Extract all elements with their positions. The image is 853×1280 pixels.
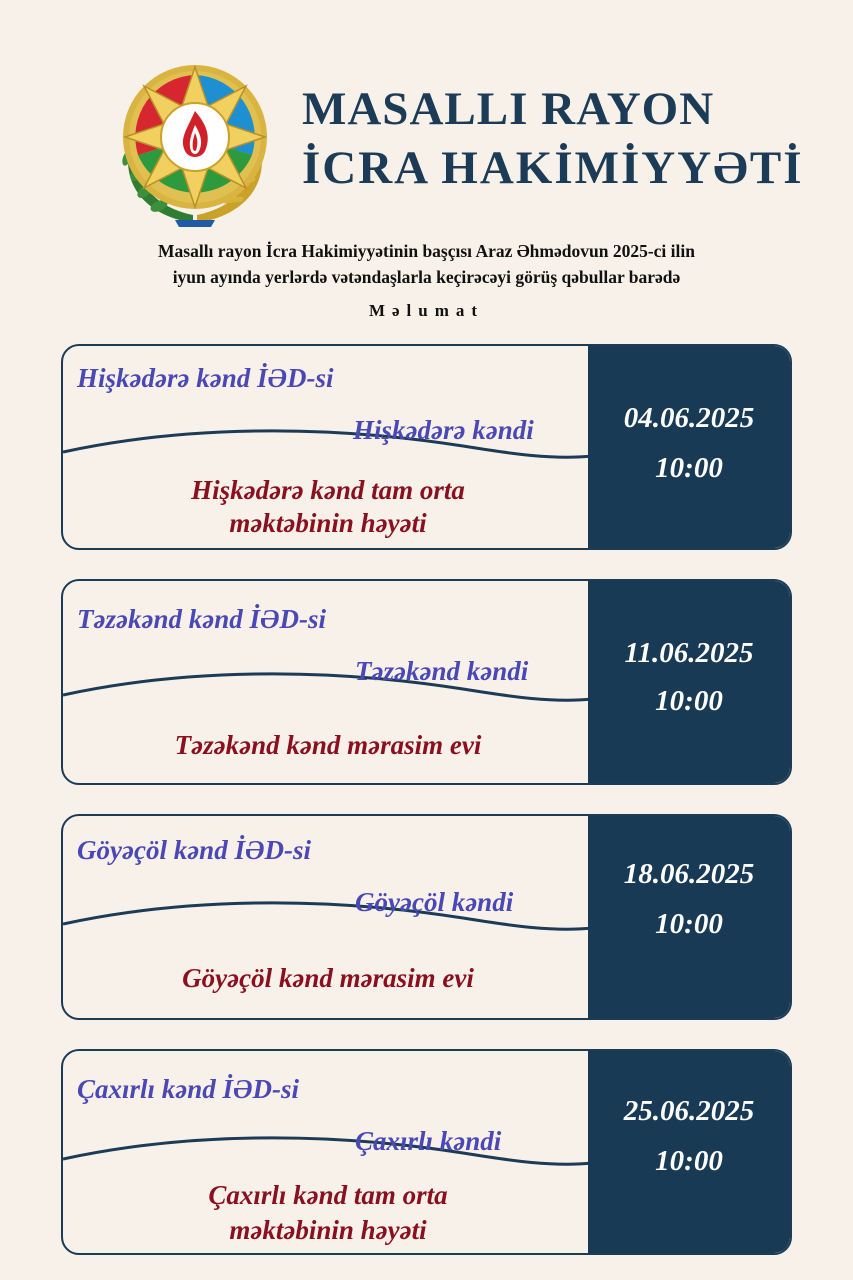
meeting-time: 10:00 [655, 685, 723, 717]
date-panel [588, 346, 790, 548]
date-panel [588, 581, 790, 783]
section-heading: Məlumat [368, 301, 485, 320]
state-emblem [115, 55, 275, 230]
place-label-line-1: Göyəçöl kənd mərasim evi [182, 963, 474, 993]
organization-label: Təzəkənd kənd İƏD-si [77, 604, 326, 634]
meeting-date: 25.06.2025 [623, 1095, 755, 1127]
meeting-card [61, 814, 792, 1020]
place-label-line-1: Hişkədərə kənd tam orta [191, 475, 465, 505]
intro-line-2: iyun ayında yerlərdə vətəndaşlarla keçirəcəyi görüş qəbullar barədə [172, 267, 681, 287]
village-label: Çaxırlı kəndi [355, 1126, 502, 1156]
intro-line-1: Masallı rayon İcra Hakimiyyətinin başçısı Araz Əhmədovun 2025-ci ilin [158, 241, 695, 261]
place-label-line-1: Çaxırlı kənd tam orta [208, 1180, 448, 1210]
meeting-date: 18.06.2025 [623, 858, 755, 890]
village-label: Təzəkənd kəndi [355, 656, 529, 686]
village-label: Göyəçöl kəndi [355, 887, 514, 917]
date-panel [588, 1051, 790, 1253]
meeting-time: 10:00 [655, 908, 723, 940]
meeting-date: 11.06.2025 [624, 637, 754, 669]
organization-label: Çaxırlı kənd İƏD-si [77, 1074, 300, 1104]
page-title-line-2: İCRA HAKİMİYYƏTİ [302, 142, 804, 194]
meeting-card [61, 1049, 792, 1255]
village-label: Hişkədərə kəndi [353, 415, 534, 445]
meeting-date: 04.06.2025 [623, 402, 755, 434]
date-panel [588, 816, 790, 1018]
meeting-time: 10:00 [655, 1145, 723, 1177]
meeting-time: 10:00 [655, 452, 723, 484]
meeting-card [61, 344, 792, 550]
place-label-line-2: məktəbinin həyəti [229, 1215, 427, 1245]
place-label-line-2: məktəbinin həyəti [229, 508, 427, 538]
organization-label: Hişkədərə kənd İƏD-si [77, 363, 334, 393]
meeting-card [61, 579, 792, 785]
organization-label: Göyəçöl kənd İƏD-si [77, 835, 311, 865]
intro-text [40, 238, 813, 290]
place-label-line-1: Təzəkənd kənd mərasim evi [174, 730, 482, 760]
page-title-line-1: MASALLI RAYON [302, 83, 715, 135]
